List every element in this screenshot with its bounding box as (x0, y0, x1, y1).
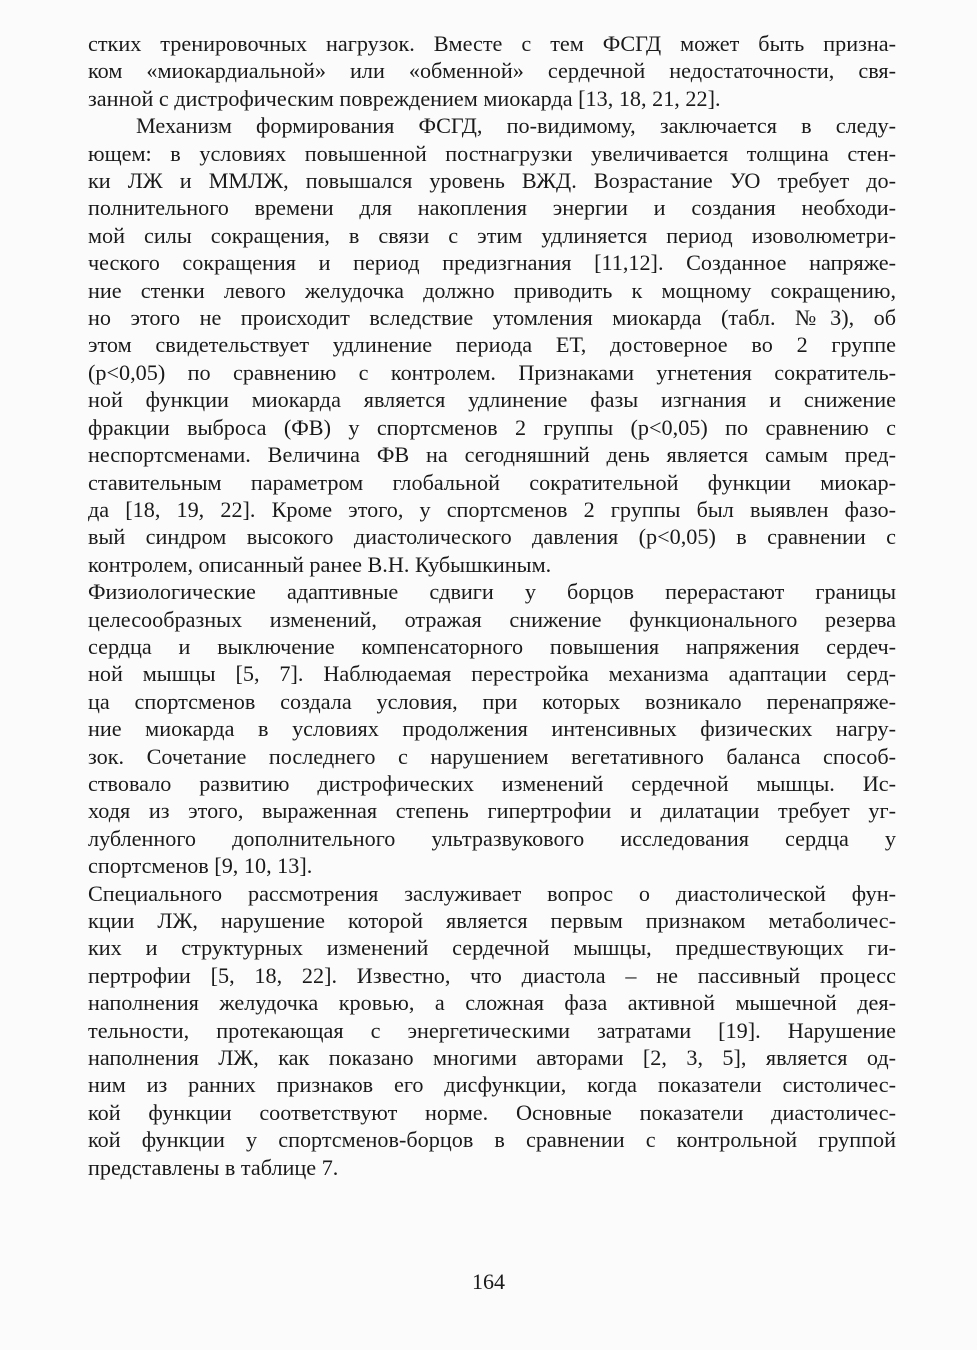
text-line: ним из ранних признаков его дисфункции, когда показатели систоличес- (88, 1072, 896, 1098)
text-line: Механизм формирования ФСГД, по-видимому, заключается в следу- (136, 113, 896, 139)
page-number: 164 (472, 1269, 505, 1294)
text-line: занной с дистрофическим повреждением миокарда [13, 18, 21, 22]. (88, 85, 721, 111)
text-line: сердца и выключение компенсаторного повышения напряжения сердеч- (88, 633, 896, 659)
text-line: ствовало развитию дистрофических изменений сердечной мышцы. Ис- (88, 770, 896, 796)
text-line: ной функции миокарда является удлинение фазы изгнания и снижение (88, 387, 896, 413)
text-line: ходя из этого, выраженная степень гипертрофии и дилатации требует уг- (88, 798, 896, 824)
text-line: Специального рассмотрения заслуживает вопрос о диастолической фун- (88, 880, 896, 906)
text-line: фракции выброса (ФВ) у спортсменов 2 группы (р<0,05) по сравнению с (88, 414, 896, 440)
text-line: ки ЛЖ и ММЛЖ, повышался уровень ВЖД. Возрастание УО требует до- (88, 168, 896, 194)
text-line: ца спортсменов создала условия, при которых возникало перенапряже- (88, 688, 896, 714)
text-line: ком «миокардиальной» или «обменной» сердечной недостаточности, свя- (88, 58, 896, 84)
paragraph (88, 30, 896, 112)
text-line: вый синдром высокого диастолического давления (р<0,05) в сравнении с (88, 524, 896, 550)
text-line: этом свидетельствует удлинение периода ЕТ, достоверное во 2 группе (88, 332, 896, 358)
text-line: (р<0,05) по сравнению с контролем. Признаками угнетения сократитель- (88, 359, 896, 385)
paragraph (88, 112, 896, 578)
text-line: полнительного времени для накопления энергии и создания необходи- (88, 195, 896, 221)
text-line: ставительным параметром глобальной сократительной функции миокар- (88, 469, 896, 495)
text-line: ной мышцы [5, 7]. Наблюдаемая перестройка механизма адаптации серд- (88, 661, 896, 687)
text-line: тельности, протекающая с энергетическими затратами [19]. Нарушение (88, 1017, 896, 1043)
text-line: кой функции у спортсменов-борцов в сравнении с контрольной группой (88, 1127, 896, 1153)
text-line: кой функции соответствуют норме. Основные показатели диастоличес- (88, 1099, 896, 1125)
text-line: наполнения желудочка кровью, а сложная фаза активной мышечной дея- (88, 990, 896, 1016)
text-line: неспортсменами. Величина ФВ на сегодняшний день является самым пред- (88, 442, 896, 468)
text-line: ких и структурных изменений сердечной мышцы, предшествующих ги- (88, 935, 896, 961)
text-line: ние миокарда в условиях продолжения интенсивных физических нагру- (88, 716, 896, 742)
text-line: кции ЛЖ, нарушение которой является первым признаком метаболичес- (88, 908, 896, 933)
text-line: зок. Сочетание последнего с нарушением вегетативного баланса способ- (88, 743, 896, 769)
text-line: лубленного дополнительного ультразвукового исследования сердца у (88, 825, 896, 851)
body-text (88, 30, 896, 1181)
paragraph (88, 880, 896, 1181)
text-line: контролем, описанный ранее В.Н. Кубышкиным. (88, 551, 552, 577)
text-line: ющем: в условиях повышенной постнагрузки увеличивается толщина стен- (88, 140, 896, 166)
text-line: Физиологические адаптивные сдвиги у борцов перерастают границы (88, 579, 896, 605)
paragraph (88, 578, 896, 879)
text-line: наполнения ЛЖ, как показано многими авторами [2, 3, 5], является од- (88, 1045, 896, 1071)
text-line: ческого сокращения и период предизгнания [11,12]. Созданное напряже- (88, 250, 896, 276)
text-line: представлены в таблице 7. (88, 1154, 339, 1180)
text-line: стких тренировочных нагрузок. Вместе с тем ФСГД может быть призна- (88, 31, 896, 56)
text-line: да [18, 19, 22]. Кроме этого, у спортсменов 2 группы был выявлен фазо- (88, 496, 896, 522)
text-line: спортсменов [9, 10, 13]. (88, 853, 313, 879)
text-line: целесообразных изменений, отражая снижение функционального резерва (88, 606, 896, 632)
text-line: мой силы сокращения, в связи с этим удлиняется период изоволюметри- (88, 222, 896, 248)
text-line: ние стенки левого желудочка должно приводить к мощному сокращению, (88, 277, 896, 303)
text-line: пертрофии [5, 18, 22]. Известно, что диастола – не пассивный процесс (88, 962, 896, 988)
text-line: но этого не происходит вследствие утомления миокарда (табл. №3), об (88, 305, 896, 331)
